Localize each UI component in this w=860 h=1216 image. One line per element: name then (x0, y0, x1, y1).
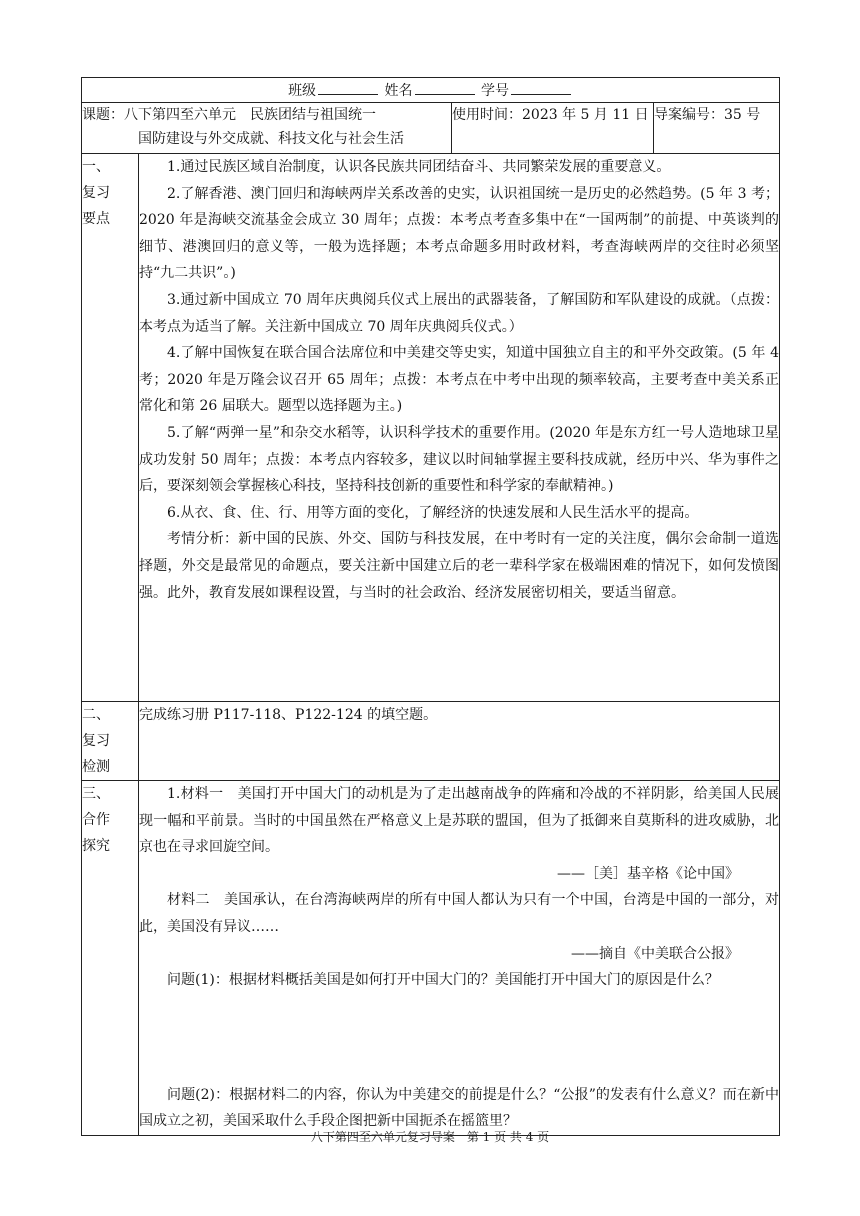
label-line: 探究 (82, 838, 110, 854)
use-time: 使用时间：2023 年 5 月 11 日 (452, 107, 649, 123)
label-line: 检测 (82, 759, 110, 775)
question-one: 问题(1)：根据材料概括美国是如何打开中国大门的？美国能打开中国大门的原因是什么？ (167, 972, 719, 989)
answer-space-one[interactable] (139, 994, 779, 1082)
review-point: 2.了解香港、澳门回归和海峡两岸关系改善的史实，认识祖国统一是历史的必然趋势。(5 年 3 考；2020 年是海峡交流基金会成立 30 周年；点拨：本考点考查多集中在“一国两制”的前提、中英谈判的细节、港澳回归的意义等，一般为选择题；本考点命题多用时政材料，考查海峡两岸的交往时必须坚持“九二共识”。) (139, 185, 780, 282)
review-point: 5.了解“两弹一星”和杂交水稻等，认识科学技术的重要作用。(2020 年是东方红一号人造地球卫星成功发射 50 周年；点拨：本考点内容较多，建议以时间轴掌握主要科技成就，经历中兴、华为事件之后，要深刻领会掌握核心科技，坚持科技创新的重要性和科学家的奉献精神。) (139, 424, 780, 495)
class-label: 班级 (288, 83, 317, 99)
worksheet-table (81, 77, 780, 1136)
review-point: 6.从衣、食、住、行、用等方面的变化，了解经济的快速发展和人民生活水平的提高。 (167, 504, 699, 521)
course-title-line1: 课题：八下第四至六单元 民族团结与祖国统一 (82, 107, 376, 123)
review-check-text: 完成练习册 P117-118、P122-124 的填空题。 (139, 707, 438, 723)
review-points-row (82, 154, 780, 702)
guide-number: 导案编号：35 号 (654, 107, 761, 123)
name-field[interactable] (415, 81, 475, 95)
student-info-row (82, 78, 780, 103)
review-point: 3.通过新中国成立 70 周年庆典阅兵仪式上展出的武器装备，了解国防和军队建设的成就。（点拨：本考点为适当了解。关注新中国成立 70 周年庆典阅兵仪式。） (139, 291, 780, 335)
review-points-body (139, 154, 780, 702)
class-field[interactable] (318, 81, 378, 95)
review-check-body (139, 702, 780, 781)
review-check-row (82, 702, 780, 781)
id-label: 学号 (480, 83, 509, 99)
guide-number-cell (654, 103, 780, 154)
name-label: 姓名 (384, 83, 413, 99)
page-footer: 八下第四至六单元复习导案 第 1 页 共 4 页 (310, 1130, 550, 1144)
cooperation-body (139, 781, 780, 1136)
course-info-row (82, 103, 780, 154)
course-title-cell (82, 103, 452, 154)
material-one-source: ——［美］基辛格《论中国》 (557, 865, 740, 882)
label-line: 三、 (82, 786, 110, 802)
label-line: 复习 (82, 733, 110, 749)
cooperation-label (82, 781, 139, 1136)
label-line: 合作 (82, 812, 110, 828)
review-points-label (82, 154, 139, 702)
label-line: 复习 (82, 185, 110, 201)
id-field[interactable] (511, 81, 571, 95)
label-line: 要点 (82, 211, 110, 227)
material-two: 材料二 美国承认，在台湾海峡两岸的所有中国人都认为只有一个中国，台湾是中国的一部分，对此，美国没有异议…… (139, 892, 780, 935)
student-info-cell (82, 78, 780, 103)
label-line: 一、 (82, 159, 110, 175)
review-point: 1.通过民族区域自治制度，认识各民族共同团结奋斗、共同繁荣发展的重要意义。 (167, 159, 671, 175)
use-time-cell (452, 103, 654, 154)
question-two: 问题(2)：根据材料二的内容，你认为中美建交的前提是什么？“公报”的发表有什么意义？而在新中国成立之初，美国采取什么手段企图把新中国扼杀在摇篮里？ (139, 1086, 780, 1130)
material-two-source: ——摘自《中美联合公报》 (571, 945, 740, 962)
label-line: 二、 (82, 707, 110, 723)
review-check-label (82, 702, 139, 781)
cooperation-row (82, 781, 780, 1136)
exam-analysis: 考情分析：新中国的民族、外交、国防与科技发展，在中考时有一定的关注度，偶尔会命制一道选择题，外交是最常见的命题点，要关注新中国建立后的老一辈科学家在极端困难的情况下，如何发愤图强。此外，教育发展如课程设置，与当时的社会政治、经济发展密切相关，要适当留意。 (139, 531, 780, 601)
material-one: 1.材料一 美国打开中国大门的动机是为了走出越南战争的阵痛和冷战的不祥阴影，给美国人民展现一幅和平前景。当时的中国虽然在严格意义上是苏联的盟国，但为了抵御来自莫斯科的进攻威胁，北京也在寻求回旋空间。 (139, 786, 780, 856)
review-point: 4.了解中国恢复在联合国合法席位和中美建交等史实，知道中国独立自主的和平外交政策。(5 年 4 考；2020 年是万隆会议召开 65 周年；点拨：本考点在中考中出现的频率较高，主要考查中美关系正常化和第 26 届联大。题型以选择题为主。) (139, 345, 780, 415)
course-title-line2: 国防建设与外交成就、科技文化与社会生活 (138, 131, 404, 147)
